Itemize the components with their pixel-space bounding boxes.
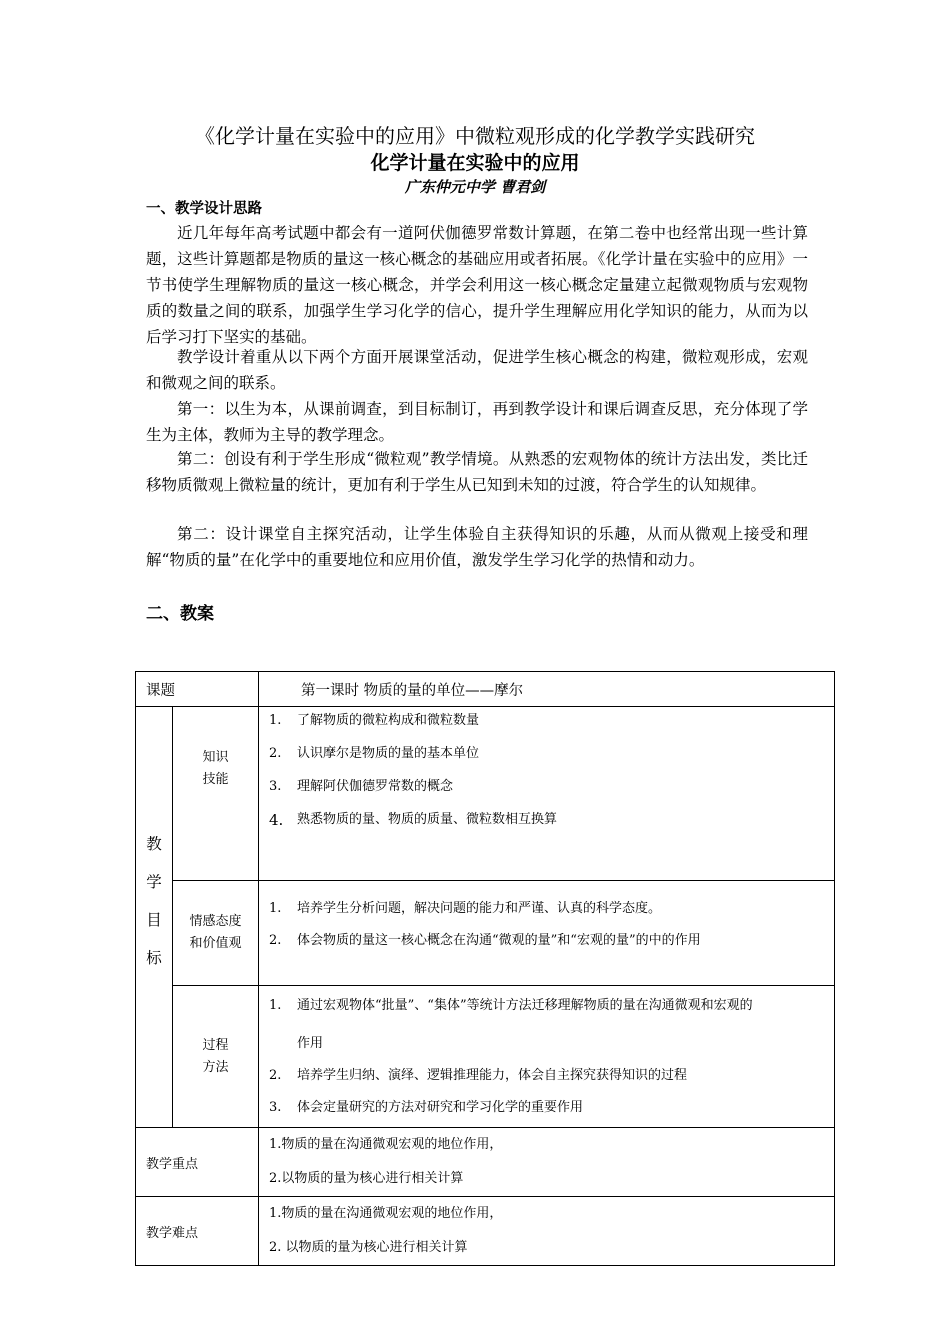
list-item: 4. 熟悉物质的量、物质的质量、微粒数相互换算	[269, 811, 558, 829]
list-item: 2. 体会物质的量这一核心概念在沟通“微观的量”和“宏观的量”的中的作用	[269, 933, 701, 948]
emotion-items	[259, 881, 835, 986]
list-item: 3. 体会定量研究的方法对研究和学习化学的重要作用	[269, 1100, 584, 1115]
table-row-emotion	[136, 881, 835, 986]
topic-label: 课题	[136, 672, 259, 707]
list-item: 1. 了解物质的微粒构成和微粒数量	[269, 713, 480, 728]
paragraph: 第二：创设有利于学生形成“微粒观”教学情境。从熟悉的宏观物体的统计方法出发，类比迁移物质微观上微粒量的统计，更加有利于学生从已知到未知的过渡，符合学生的认知规律。	[146, 450, 808, 494]
table-row-knowledge	[136, 707, 835, 881]
process-items	[259, 986, 835, 1128]
table-row-key-points	[136, 1128, 835, 1197]
paragraph: 教学设计着重从以下两个方面开展课堂活动，促进学生核心概念的构建，微粒观形成，宏观和微观之间的联系。	[146, 348, 808, 392]
section-heading-design: 一、教学设计思路	[146, 200, 262, 217]
list-item: 2. 认识摩尔是物质的量的基本单位	[269, 746, 480, 761]
section-heading-lesson-plan: 二、教案	[146, 604, 214, 624]
process-label: 过程 方法	[173, 986, 259, 1128]
paragraph: 第二：设计课堂自主探究活动，让学生体验自主获得知识的乐趣，从而从微观上接受和理解“物质的量”在化学中的重要地位和应用价值，激发学生学习化学的热情和动力。	[146, 525, 808, 569]
difficult-points-label: 教学难点	[136, 1197, 259, 1266]
goals-label: 教 学 目 标	[136, 707, 173, 1128]
knowledge-label: 知识 技能	[173, 707, 259, 881]
difficult-points-content: 1.物质的量在沟通微观宏观的地位作用， 2. 以物质的量为核心进行相关计算	[259, 1197, 835, 1266]
key-points-content: 1.物质的量在沟通微观宏观的地位作用， 2.以物质的量为核心进行相关计算	[259, 1128, 835, 1197]
paragraph: 第一：以生为本，从课前调查，到目标制订，再到教学设计和课后调查反思，充分体现了学生为主体，教师为主导的教学理念。	[146, 400, 808, 444]
document-author: 广东仲元中学 曹君剑	[404, 178, 546, 196]
emotion-label: 情感态度 和价值观	[173, 881, 259, 986]
table-row-difficult-points	[136, 1197, 835, 1266]
document-subtitle: 化学计量在实验中的应用	[370, 152, 580, 174]
list-item: 2. 培养学生归纳、演绎、逻辑推理能力，体会自主探究获得知识的过程	[269, 1068, 688, 1083]
table-row-process	[136, 986, 835, 1128]
document-title: 《化学计量在实验中的应用》中微粒观形成的化学教学实践研究	[195, 124, 755, 148]
key-points-label: 教学重点	[136, 1128, 259, 1197]
knowledge-items	[259, 707, 835, 881]
list-item: 1. 培养学生分析问题，解决问题的能力和严谨、认真的科学态度。	[269, 901, 662, 916]
list-item: 1. 通过宏观物体“批量”、“集体”等统计方法迁移理解物质的量在沟通微观和宏观的 作用	[269, 998, 753, 1051]
paragraph: 近几年每年高考试题中都会有一道阿伏伽德罗常数计算题，在第二卷中也经常出现一些计算题，这些计算题都是物质的量这一核心概念的基础应用或者拓展。《化学计量在实验中的应用》一节书使学生理解物质的量这一核心概念，并学会利用这一核心概念定量建立起微观物质与宏观物质的数量之间的联系，加强学生学习化学的信心，提升学生理解应用化学知识的能力，从而为以后学习打下坚实的基础。	[146, 224, 808, 346]
table-row-topic	[136, 672, 835, 707]
lesson-plan-table	[135, 671, 835, 1266]
topic-value: 第一课时 物质的量的单位——摩尔	[259, 672, 835, 707]
list-item: 3. 理解阿伏伽德罗常数的概念	[269, 779, 454, 794]
